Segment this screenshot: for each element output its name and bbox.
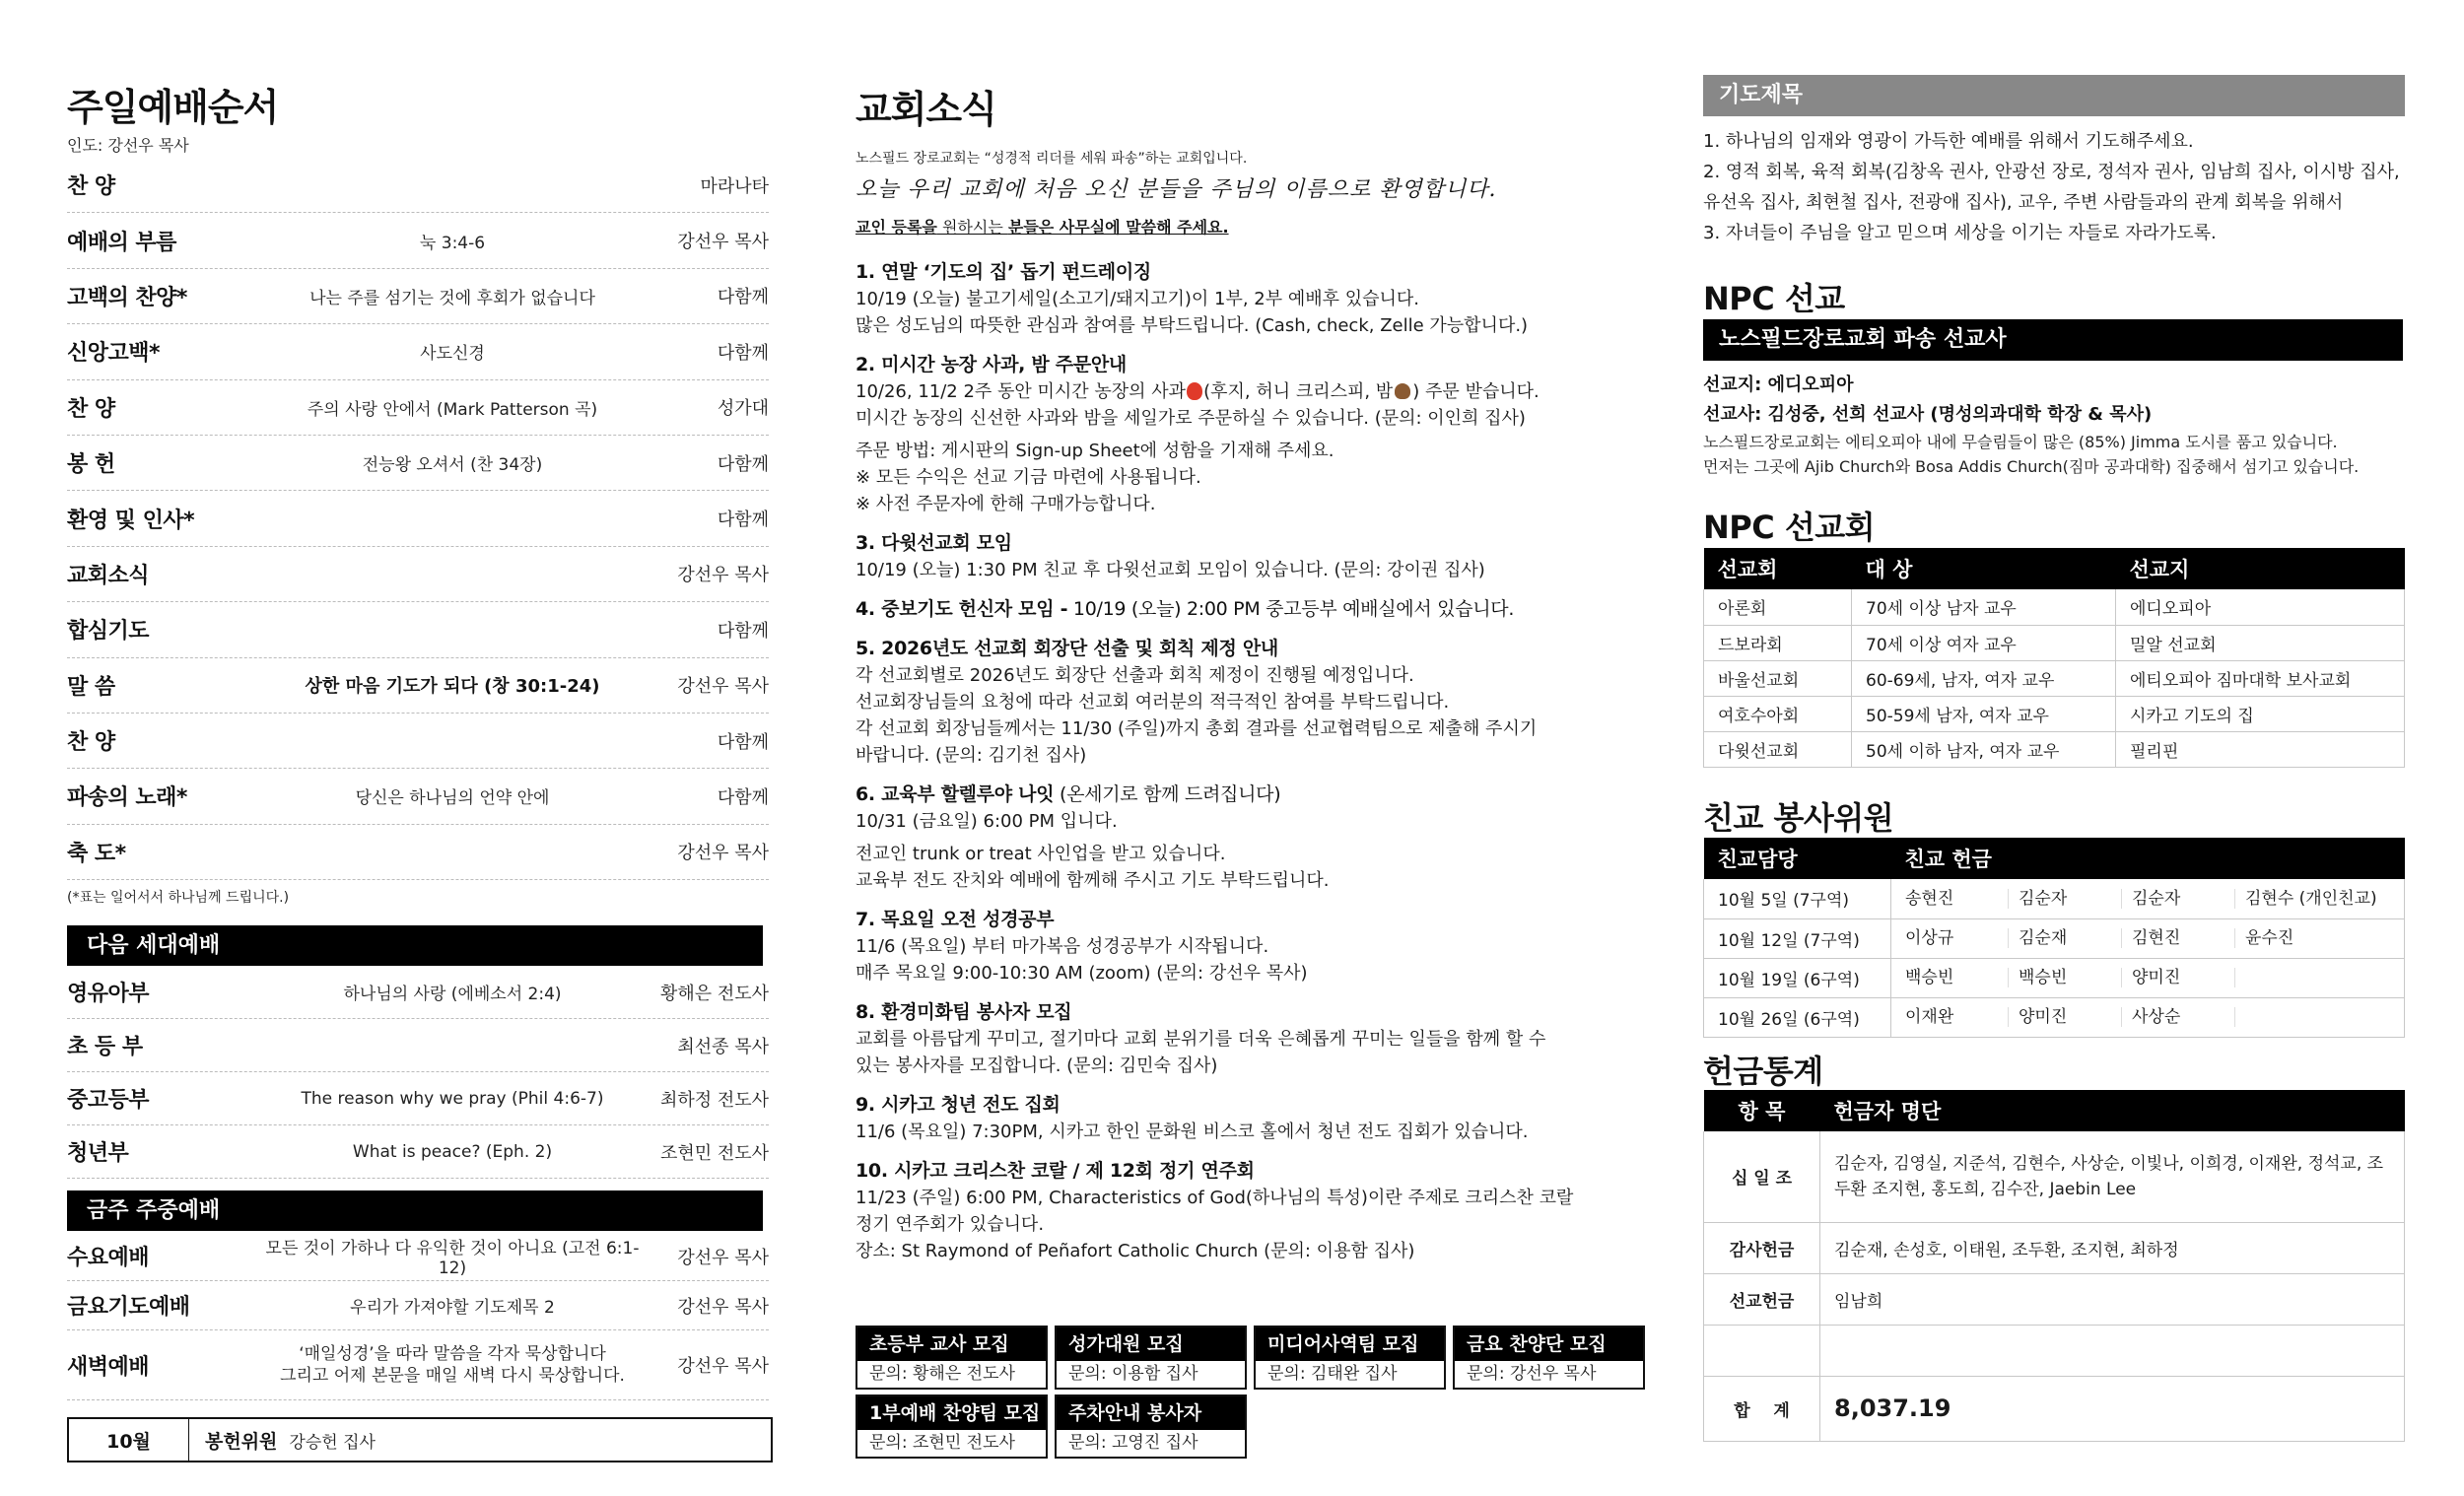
news-line: 교육부 전도 잔치와 예배에 함께해 주시고 기도 부탁드립니다. <box>856 870 1330 891</box>
cell: 여호수아회 <box>1704 696 1852 731</box>
name: 백승빈 <box>1905 968 2009 987</box>
news-item <box>856 1091 1634 1145</box>
dept-content: The reason why we pray (Phil 4:6-7) <box>301 1088 604 1109</box>
table-row <box>1704 589 2405 625</box>
news-line: 바랍니다. (문의: 김기천 집사) <box>856 745 1087 766</box>
cell: 70세 이상 여자 교우 <box>1852 625 2116 660</box>
order-row <box>67 547 769 602</box>
fellowship-date: 10월 26일 (6구역) <box>1704 997 1891 1037</box>
npc-mission-info <box>1703 371 2359 479</box>
cell: 밀알 선교회 <box>2116 625 2405 660</box>
worship-leader: 인도: 강선우 목사 <box>67 136 189 155</box>
offering-stats-title: 헌금통계 <box>1703 1053 1823 1090</box>
mission-field: 선교지: 에디오피아 <box>1703 374 1854 395</box>
next-generation-header: 다음 세대예배 <box>67 925 763 966</box>
recruit-contact: 문의: 고영진 집사 <box>1068 1433 1198 1453</box>
dept-name: 영유아부 <box>67 982 150 1006</box>
mission-desc: 노스필드장로교회는 에티오피아 내에 무슬림들이 많은 (85%) Jimma 도시를 품고 있습니다. <box>1703 433 2338 451</box>
news-line: 10/19 (오늘) 불고기세일(소고기/돼지고기)이 1부, 2부 예배후 있습니다. <box>856 289 1420 309</box>
order-item-by: 다함께 <box>717 287 769 308</box>
order-row <box>67 1125 769 1179</box>
news-item-title: 8. 환경미화팀 봉사자 모집 <box>856 1001 1072 1023</box>
news-line: 10/31 (금요일) 6:00 PM 입니다. <box>856 811 1118 832</box>
offering-category: 선교헌금 <box>1704 1273 1820 1325</box>
order-row <box>67 1019 769 1072</box>
news-line: 정기 연주회가 있습니다. <box>856 1214 1045 1235</box>
news-line: 교회를 아름답게 꾸미고, 절기마다 교회 분위기를 더욱 은혜롭게 꾸미는 일들을 함께 할 수 <box>856 1029 1546 1050</box>
order-item-by: 강선우 목사 <box>677 232 769 253</box>
dept-content: 하나님의 사랑 (에베소서 2:4) <box>343 985 562 1004</box>
offering-stats-table <box>1703 1090 2405 1442</box>
weekday-services-header: 금주 주중예배 <box>67 1190 763 1231</box>
order-item-name: 찬 양 <box>67 174 115 200</box>
news-line: 10/19 (오늘) 1:30 PM 친교 후 다윗선교회 모임이 있습니다. (문의: 강이권 집사) <box>856 560 1485 580</box>
col-header: 헌금자 명단 <box>1820 1090 2405 1131</box>
register-part: 교인 등록을 <box>856 218 937 237</box>
prayer-line: 유선옥 집사, 최현철 집사, 전광애 집사), 교우, 주변 사람들과의 관계 회복을 위해서 <box>1703 192 2344 213</box>
table-row <box>1704 1376 2405 1441</box>
prayer-line: 3. 자녀들이 주님을 알고 믿으며 세상을 이기는 자들로 자라가도록. <box>1703 223 2217 243</box>
name: 김순자 <box>2019 889 2122 909</box>
service-content-line: ‘매일성경’을 따라 말씀을 각자 묵상합니다 <box>299 1344 606 1364</box>
service-name: 금요기도예배 <box>67 1295 190 1320</box>
order-item-name: 합심기도 <box>67 619 150 645</box>
recruit-title: 주차안내 봉사자 <box>1057 1396 1245 1430</box>
service-content-line: 그리고 어제 본문을 매일 새벽 다시 묵상합니다. <box>280 1366 625 1386</box>
offering-donors: 김순재, 손성호, 이태원, 조두환, 조지현, 최하정 <box>1820 1222 2405 1273</box>
order-item-by: 성가대 <box>717 398 769 420</box>
order-item-name: 축 도* <box>67 841 126 866</box>
news-line: 많은 성도님의 따뜻한 관심과 참여를 부탁드립니다. (Cash, check, Zelle 가능합니다.) <box>856 315 1529 336</box>
offering-donors: 임남희 <box>1820 1273 2405 1325</box>
news-line: 11/6 (목요일) 7:30PM, 시카고 한인 문화원 비스코 홀에서 청년 전도 집회가 있습니다. <box>856 1122 1529 1142</box>
order-row <box>67 1232 769 1281</box>
dept-by: 황해은 전도사 <box>659 983 769 1004</box>
order-item-name: 환영 및 인사* <box>67 508 195 533</box>
table-header-row <box>1704 838 2405 879</box>
church-news-title: 교회소식 <box>856 88 996 131</box>
cell: 50-59세 남자, 여자 교우 <box>1852 696 2116 731</box>
news-line: 11/23 (주일) 6:00 PM, Characteristics of God(하나님의 특성)이란 주제로 크리스찬 코랄 <box>856 1188 1574 1208</box>
npc-societies-table <box>1703 548 2405 768</box>
recruit-box <box>1055 1326 1247 1390</box>
worship-order-title: 주일예배순서 <box>67 86 279 129</box>
name: 백승빈 <box>2019 968 2122 987</box>
mission-desc: 먼저는 그곳에 Ajib Church와 Bosa Addis Church(짐마 공과대학) 집중해서 섬기고 있습니다. <box>1703 457 2360 476</box>
news-line-part: (후지, 허니 크리스피, 밤 <box>1203 381 1394 402</box>
name: 양미진 <box>2019 1007 2122 1027</box>
order-item-name: 말 씀 <box>67 674 115 700</box>
table-header-row <box>1704 548 2405 589</box>
cell: 바울선교회 <box>1704 660 1852 696</box>
order-item-content: 나는 주를 섬기는 것에 후회가 없습니다 <box>309 288 595 308</box>
total-label: 합 계 <box>1704 1376 1820 1441</box>
recruit-contact: 문의: 강선우 목사 <box>1467 1364 1597 1384</box>
news-item <box>856 529 1634 583</box>
col-header: 항 목 <box>1704 1090 1820 1131</box>
order-item-by: 다함께 <box>717 620 769 642</box>
news-item <box>856 781 1634 894</box>
recruit-box <box>856 1326 1048 1390</box>
order-item-by: 다함께 <box>717 453 769 475</box>
news-item <box>856 998 1634 1079</box>
service-name: 수요예배 <box>67 1246 150 1270</box>
news-item-title: 10. 시카고 크리스찬 코랄 / 제 12회 정기 연주회 <box>856 1160 1255 1182</box>
recruit-box <box>1254 1326 1446 1390</box>
news-line: 주문 방법: 게시판의 Sign-up Sheet에 성함을 기재해 주세요. <box>856 441 1335 461</box>
news-item-title: 5. 2026년도 선교회 회장단 선출 및 회칙 제정 안내 <box>856 638 1278 659</box>
news-line <box>856 378 1634 405</box>
order-row <box>67 1072 769 1125</box>
fellowship-table <box>1703 838 2405 1038</box>
prayer-header: 기도제목 <box>1703 75 2405 116</box>
news-item <box>856 906 1634 986</box>
order-item-by: 다함께 <box>717 510 769 531</box>
chestnut-icon <box>1395 383 1410 399</box>
cell: 필리핀 <box>2116 731 2405 767</box>
offering-donors: 김순자, 김영실, 지준석, 김현수, 사상순, 이빛나, 이희경, 이재완, 정석교, 조두환 조지현, 홍도희, 김수잔, Jaebin Lee <box>1820 1131 2405 1222</box>
news-item <box>856 635 1634 769</box>
recruit-title: 성가대원 모집 <box>1057 1327 1245 1361</box>
cell: 60-69세, 남자, 여자 교우 <box>1852 660 2116 696</box>
recruit-contact: 문의: 조현민 전도사 <box>869 1433 1015 1453</box>
fellowship-date: 10월 12일 (7구역) <box>1704 918 1891 958</box>
recruit-contact: 문의: 김태완 집사 <box>1267 1364 1398 1384</box>
order-row <box>67 769 769 824</box>
col-header: 선교회 <box>1704 548 1852 589</box>
news-item <box>856 351 1634 517</box>
recruit-box <box>856 1394 1048 1459</box>
order-item-name: 신앙고백* <box>67 341 161 367</box>
order-row <box>67 1281 769 1330</box>
order-row <box>67 380 769 436</box>
worship-order-list <box>67 158 769 880</box>
next-generation-list <box>67 966 769 1179</box>
news-line: 각 선교회별로 2026년도 회장단 선출과 회칙 제정이 진행될 예정입니다. <box>856 665 1414 686</box>
dept-by: 조현민 전도사 <box>659 1142 769 1164</box>
fellowship-date: 10월 5일 (7구역) <box>1704 879 1891 918</box>
service-by: 강선우 목사 <box>677 1247 769 1268</box>
offering-category <box>1704 1325 1820 1376</box>
col-header: 친교담당 <box>1704 838 1891 879</box>
recruit-title: 금요 찬양단 모집 <box>1455 1327 1643 1361</box>
standing-note: (*표는 일어서서 하나님께 드립니다.) <box>67 890 290 906</box>
order-item-name: 봉 헌 <box>67 452 115 478</box>
fellowship-date: 10월 19일 (6구역) <box>1704 958 1891 997</box>
order-item-by: 강선우 목사 <box>677 676 769 698</box>
name: 이재완 <box>1905 1007 2009 1027</box>
recruit-title: 초등부 교사 모집 <box>857 1327 1046 1361</box>
name: 양미진 <box>2132 968 2235 987</box>
service-content: 모든 것이 가하나 다 유익한 것이 아니요 (고전 6:1-12) <box>265 1239 640 1278</box>
order-item-name: 예배의 부름 <box>67 230 176 255</box>
news-line: 있는 봉사자를 모집합니다. (문의: 김민숙 집사) <box>856 1055 1218 1076</box>
committee-name: 강승헌 집사 <box>289 1432 376 1453</box>
prayer-list <box>1703 126 2400 248</box>
order-item-by: 다함께 <box>717 786 769 808</box>
news-item-title-suffix: (온세기로 함께 드려집니다) <box>1054 783 1281 805</box>
news-line: ※ 사전 주문자에 한해 구매가능합니다. <box>856 494 1156 514</box>
order-item-by: 강선우 목사 <box>677 843 769 864</box>
table-header-row <box>1704 1090 2405 1131</box>
committee-month: 10월 <box>69 1419 189 1461</box>
order-item-by: 다함께 <box>717 342 769 364</box>
news-line: 매주 목요일 9:00-10:30 AM (zoom) (문의: 강선우 목사) <box>856 963 1308 984</box>
dept-content: What is peace? (Eph. 2) <box>352 1141 553 1162</box>
news-item <box>856 1157 1634 1264</box>
col-header: 대 상 <box>1852 548 2116 589</box>
order-row <box>67 602 769 657</box>
order-row <box>67 324 769 379</box>
order-row <box>67 158 769 213</box>
news-item <box>856 258 1634 339</box>
offering-total: 8,037.19 <box>1820 1376 2405 1441</box>
offering-category: 십 일 조 <box>1704 1131 1820 1222</box>
dept-by: 최선종 목사 <box>677 1036 769 1057</box>
recruit-box <box>1055 1394 1247 1459</box>
service-name: 새벽예배 <box>67 1354 150 1380</box>
fellowship-names <box>1891 958 2405 997</box>
name: 윤수진 <box>2245 928 2294 948</box>
order-item-content: 사도신경 <box>420 344 485 365</box>
service-content <box>264 1343 641 1387</box>
news-item-title: 9. 시카고 청년 전도 집회 <box>856 1094 1061 1116</box>
dept-name: 청년부 <box>67 1141 129 1166</box>
order-item-name: 찬 양 <box>67 730 115 756</box>
cell: 에티오피아 짐마대학 보사교회 <box>2116 660 2405 696</box>
prayer-line: 2. 영적 회복, 육적 회복(김창옥 권사, 안광선 장로, 정석자 권사, 임남희 집사, 이시방 집사, <box>1703 162 2400 182</box>
npc-mission-title: NPC 선교 <box>1703 280 1845 317</box>
news-item-title: 7. 목요일 오전 성경공부 <box>856 909 1055 930</box>
fellowship-names <box>1891 879 2405 918</box>
table-row <box>1704 625 2405 660</box>
fellowship-title: 친교 봉사위원 <box>1703 799 1894 837</box>
news-line-part: 10/26, 11/2 2주 동안 미시간 농장의 사과 <box>856 381 1187 402</box>
dept-name: 중고등부 <box>67 1088 150 1113</box>
table-row <box>1704 731 2405 767</box>
cell: 에디오피아 <box>2116 589 2405 625</box>
news-line: 각 선교회 회장님들께서는 11/30 (주일)까지 총회 결과를 선교협력팀으로 제출해 주시기 <box>856 718 1538 739</box>
table-row <box>1704 958 2405 997</box>
register-part: 원하시는 <box>936 218 1008 237</box>
committee-label: 봉헌위원 <box>205 1430 278 1453</box>
news-item <box>856 595 1634 623</box>
recruit-box <box>1453 1326 1645 1390</box>
register-part: 분들은 사무실에 말씀해 주세요. <box>1007 218 1229 237</box>
order-item-by: 마라나타 <box>700 175 769 197</box>
news-line: 미시간 농장의 신선한 사과와 밤을 세일가로 주문하실 수 있습니다. (문의: 이인희 집사) <box>856 408 1526 429</box>
order-item-content: 눅 3:4-6 <box>419 233 486 253</box>
order-item-by: 다함께 <box>717 731 769 753</box>
recruit-title: 1부예배 찬양팀 모집 <box>857 1396 1046 1430</box>
register-notice <box>856 215 1229 238</box>
table-row <box>1704 660 2405 696</box>
name: 송현진 <box>1905 889 2009 909</box>
recruit-contact: 문의: 황해은 전도사 <box>869 1364 1015 1384</box>
col-header: 선교지 <box>2116 548 2405 589</box>
order-row <box>67 1330 769 1400</box>
apple-icon <box>1187 382 1202 400</box>
missionary-names: 선교사: 김성중, 선희 선교사 (명성의과대학 학장 & 목사) <box>1703 404 2153 425</box>
order-item-name: 교회소식 <box>67 563 150 588</box>
fellowship-names <box>1891 918 2405 958</box>
table-row <box>1704 997 2405 1037</box>
order-item-name: 고백의 찬양* <box>67 285 187 310</box>
news-item-title-text: 4. 중보기도 헌신자 모임 - <box>856 598 1068 620</box>
news-line: ※ 모든 수익은 선교 기금 마련에 사용됩니다. <box>856 467 1201 488</box>
order-item-name: 파송의 노래* <box>67 785 187 811</box>
news-item-title: 1. 연말 ‘기도의 집’ 돕기 펀드레이징 <box>856 261 1151 283</box>
order-item-by: 강선우 목사 <box>677 565 769 586</box>
npc-mission-bar: 노스필드장로교회 파송 선교사 <box>1703 319 2403 361</box>
col-header: 친교 헌금 <box>1891 838 2405 879</box>
weekday-services-list <box>67 1232 769 1400</box>
table-row <box>1704 879 2405 918</box>
name: 김현수 (개인친교) <box>2245 888 2377 909</box>
news-item-title <box>856 595 1634 623</box>
cell: 다윗선교회 <box>1704 731 1852 767</box>
welcome-handwritten: 오늘 우리 교회에 처음 오신 분들을 주님의 이름으로 환영합니다. <box>856 177 1497 202</box>
order-item-content: 전능왕 오셔서 (찬 34장) <box>362 455 543 476</box>
offering-donors <box>1820 1325 2405 1376</box>
news-item-title: 2. 미시간 농장 사과, 밤 주문안내 <box>856 354 1127 375</box>
name: 이상규 <box>1905 928 2009 948</box>
order-row <box>67 491 769 546</box>
fellowship-names <box>1891 997 2405 1037</box>
news-item-title-suffix: 10/19 (오늘) 2:00 PM 중고등부 예배실에서 있습니다. <box>1067 598 1515 620</box>
table-row <box>1704 1131 2405 1222</box>
order-row <box>67 966 769 1019</box>
news-item-title: 3. 다윗선교회 모임 <box>856 532 1012 554</box>
service-by: 강선우 목사 <box>677 1296 769 1318</box>
order-row <box>67 269 769 324</box>
order-item-name: 찬 양 <box>67 396 115 422</box>
npc-societies-title: NPC 선교회 <box>1703 509 1876 546</box>
prayer-line: 1. 하나님의 임재와 영광이 가득한 예배를 위해서 기도해주세요. <box>1703 131 2194 152</box>
cell: 70세 이상 남자 교우 <box>1852 589 2116 625</box>
news-line: 선교회장님들의 요청에 따라 선교회 여러분의 적극적인 참여를 부탁드립니다. <box>856 692 1450 713</box>
news-item-title-text: 6. 교육부 할렐루야 나잇 <box>856 783 1055 805</box>
table-row <box>1704 1325 2405 1376</box>
news-line: 11/6 (목요일) 부터 마가복음 성경공부가 시작됩니다. <box>856 936 1269 957</box>
table-row <box>1704 1222 2405 1273</box>
service-by: 강선우 목사 <box>677 1356 769 1377</box>
table-row <box>1704 696 2405 731</box>
order-row <box>67 213 769 268</box>
cell: 드보라회 <box>1704 625 1852 660</box>
name: 김현진 <box>2132 928 2235 948</box>
cell: 50세 이하 남자, 여자 교우 <box>1852 731 2116 767</box>
recruit-contact: 문의: 이용함 집사 <box>1068 1364 1198 1384</box>
dept-name: 초 등 부 <box>67 1035 143 1059</box>
church-intro: 노스필드 장로교회는 “성경적 리더를 세워 파송”하는 교회입니다. <box>856 151 1248 167</box>
cell: 시카고 기도의 집 <box>2116 696 2405 731</box>
order-row <box>67 825 769 880</box>
news-line: 전교인 trunk or treat 사인업을 받고 있습니다. <box>856 844 1226 864</box>
offering-category: 감사헌금 <box>1704 1222 1820 1273</box>
news-list <box>856 258 1634 1276</box>
news-line: 장소: St Raymond of Peñafort Catholic Church (문의: 이용함 집사) <box>856 1241 1415 1261</box>
order-row <box>67 436 769 491</box>
recruitment-boxes <box>856 1326 1664 1459</box>
offering-committee-box <box>67 1417 773 1462</box>
order-row <box>67 658 769 714</box>
dept-by: 최하정 전도사 <box>659 1089 769 1111</box>
name: 김순자 <box>2132 889 2235 909</box>
news-line-part: ) 주문 받습니다. <box>1412 381 1540 402</box>
table-row <box>1704 1273 2405 1325</box>
recruit-title: 미디어사역팀 모집 <box>1256 1327 1444 1361</box>
service-content: 우리가 가져야할 기도제목 2 <box>350 1298 555 1318</box>
sermon-title: 상한 마음 기도가 되다 (창 30:1-24) <box>305 676 600 698</box>
cell: 아론회 <box>1704 589 1852 625</box>
order-item-content: 주의 사랑 안에서 (Mark Patterson 곡) <box>307 399 598 420</box>
table-row <box>1704 918 2405 958</box>
order-row <box>67 714 769 769</box>
news-item-title <box>856 781 1634 808</box>
order-item-content: 당신은 하나님의 언약 안에 <box>355 788 550 809</box>
name: 사상순 <box>2132 1007 2235 1027</box>
name: 김순재 <box>2019 928 2122 948</box>
